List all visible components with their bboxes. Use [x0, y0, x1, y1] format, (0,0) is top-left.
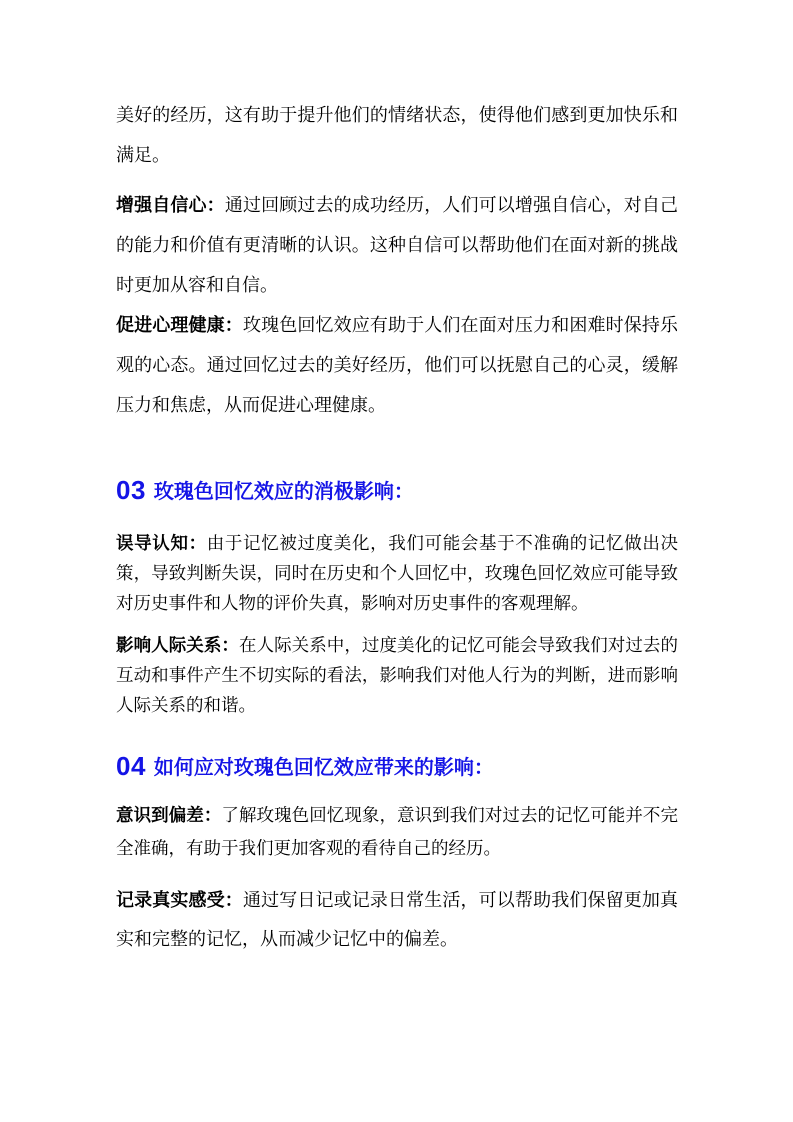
- paragraph-awareness-of-bias: [116, 799, 678, 865]
- paragraph-text: 通过回顾过去的成功经历，人们可以增强自信心，对自己的能力和价值有更清晰的认识。这种自信可以帮助他们在面对新的挑战时更加从容和自信。: [116, 195, 679, 295]
- section-heading-04: [116, 750, 678, 784]
- paragraph-misleading-cognition: [116, 528, 678, 618]
- paragraph-lead: 增强自信心：: [116, 195, 225, 215]
- paragraph-text: 由于记忆被过度美化，我们可能会基于不准确的记忆做出决策，导致判断失误，同时在历史和个人回忆中，玫瑰色回忆效应可能导致对历史事件和人物的评价失真，影响对历史事件的客观理解。: [116, 533, 678, 613]
- paragraph-text: 玫瑰色回忆效应有助于人们在面对压力和困难时保持乐观的心态。通过回忆过去的美好经历，他们可以抚慰自己的心灵，缓解压力和焦虑，从而促进心理健康。: [116, 315, 679, 415]
- paragraph-record-real-feelings: [116, 881, 678, 959]
- paragraph-text: 通过写日记或记录日常生活，可以帮助我们保留更加真实和完整的记忆，从而减少记忆中的偏差。: [116, 890, 679, 949]
- section-title: 如何应对玫瑰色回忆效应带来的影响：: [153, 757, 494, 779]
- section-number: 03: [116, 475, 146, 505]
- paragraph-interpersonal-relations: [116, 630, 678, 720]
- paragraph-lead: 记录真实感受：: [116, 890, 243, 910]
- paragraph-text: 了解玫瑰色回忆现象，意识到我们对过去的记忆可能并不完全准确，有助于我们更加客观的看待自己的经历。: [116, 805, 679, 858]
- section-title: 玫瑰色回忆效应的消极影响：: [153, 481, 414, 503]
- paragraph-text: 美好的经历，这有助于提升他们的情绪状态，使得他们感到更加快乐和满足。: [116, 105, 678, 165]
- section-heading-03: [116, 474, 678, 508]
- section-number: 04: [116, 751, 146, 781]
- paragraph-boost-confidence: [116, 185, 678, 305]
- paragraph-lead: 影响人际关系：: [116, 635, 239, 655]
- paragraph-lead: 促进心理健康：: [116, 315, 243, 335]
- paragraph-lead: 意识到偏差：: [116, 805, 222, 825]
- paragraph-lead: 误导认知：: [116, 533, 207, 553]
- paragraph-mental-health: [116, 305, 678, 425]
- paragraph-continuation: [116, 95, 678, 175]
- paragraph-text: 在人际关系中，过度美化的记忆可能会导致我们对过去的互动和事件产生不切实际的看法，影响我们对他人行为的判断，进而影响人际关系的和谐。: [116, 635, 678, 715]
